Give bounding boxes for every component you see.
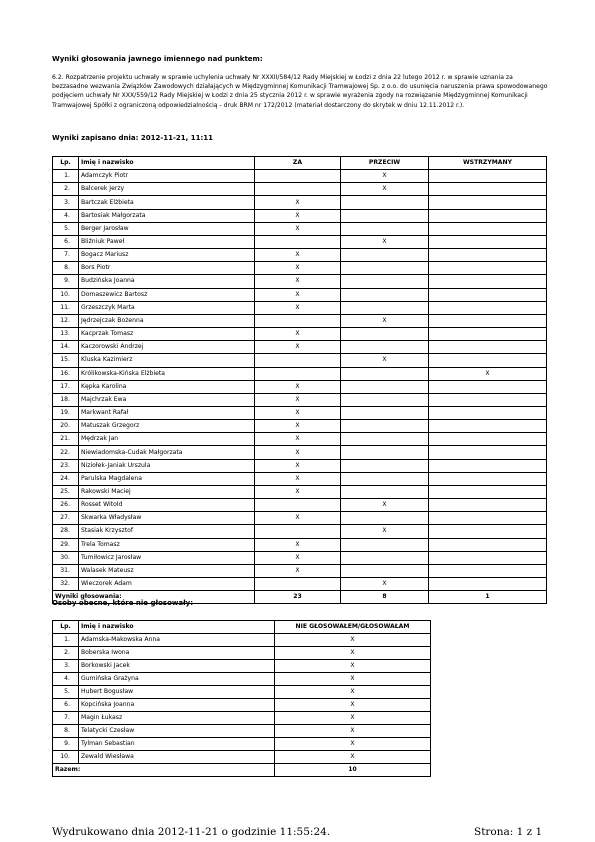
vote-wstrzymany xyxy=(429,578,547,591)
vote-wstrzymany xyxy=(429,459,547,472)
row-number: 18. xyxy=(53,393,79,406)
table-row xyxy=(53,367,547,380)
row-number: 7. xyxy=(53,249,79,262)
row-number: 29. xyxy=(53,538,79,551)
vote-wstrzymany xyxy=(429,380,547,393)
person-name: Matuszak Grzegorz xyxy=(79,420,255,433)
row-number: 12. xyxy=(53,314,79,327)
row-number: 21. xyxy=(53,433,79,446)
vote-przeciw xyxy=(341,196,429,209)
vote-za: X xyxy=(255,472,341,485)
person-name: Wieczorek Adam xyxy=(79,578,255,591)
row-number: 11. xyxy=(53,301,79,314)
person-name: Adamska-Makowska Anna xyxy=(79,634,275,647)
vote-wstrzymany xyxy=(429,433,547,446)
not-voted-mark: X xyxy=(275,738,431,751)
column-header-za: ZA xyxy=(255,157,341,170)
row-number: 25. xyxy=(53,485,79,498)
vote-za: X xyxy=(255,209,341,222)
row-number: 15. xyxy=(53,354,79,367)
row-number: 9. xyxy=(53,738,79,751)
vote-przeciw xyxy=(341,288,429,301)
vote-za: X xyxy=(255,446,341,459)
column-header-lp: Lp. xyxy=(53,157,79,170)
summary-wstrzymany: 1 xyxy=(429,591,547,604)
row-number: 17. xyxy=(53,380,79,393)
vote-przeciw xyxy=(341,209,429,222)
person-name: Bliźniuk Paweł xyxy=(79,235,255,248)
person-name: Skwarka Władysław xyxy=(79,512,255,525)
table-row xyxy=(53,472,547,485)
vote-przeciw xyxy=(341,275,429,288)
summary-label: Razem: xyxy=(53,764,275,777)
row-number: 1. xyxy=(53,634,79,647)
vote-za xyxy=(255,314,341,327)
person-name: Budzińska Joanna xyxy=(79,275,255,288)
person-name: Bogacz Mariusz xyxy=(79,249,255,262)
person-name: Kluska Kazimierz xyxy=(79,354,255,367)
vote-za xyxy=(255,525,341,538)
person-name: Walasek Mateusz xyxy=(79,564,255,577)
table-row xyxy=(53,525,547,538)
summary-za: 23 xyxy=(255,591,341,604)
row-number: 26. xyxy=(53,499,79,512)
row-number: 2. xyxy=(53,183,79,196)
vote-wstrzymany xyxy=(429,249,547,262)
person-name: Berger Jarosław xyxy=(79,222,255,235)
vote-przeciw xyxy=(341,367,429,380)
row-number: 2. xyxy=(53,647,79,660)
vote-przeciw xyxy=(341,472,429,485)
vote-przeciw: X xyxy=(341,183,429,196)
person-name: Markwant Rafał xyxy=(79,406,255,419)
row-number: 9. xyxy=(53,275,79,288)
agenda-item-description: 6.2. Rozpatrzenie projektu uchwały w sprawie uchylenia uchwały Nr XXXII/584/12 Rady Miejskiej w Łodzi z dnia 22 lutego 2012 r. w sprawie uznania za bezzasadne wezwania Związków Zawodowych działających w Międzygminnej Komunikacji Tramwajowej Sp. z o.o. do usunięcia naruszenia prawa spowodowanego podjęciem uchwały Nr XXX/559/12 Rady Miejskiej w Łodzi z dnia 25 stycznia 2012 r. w sprawie wyrażenia zgody na rozwiązanie Międzygminnej Komunikacji Tramwajowej Spółki z ograniczoną odpowiedzialnością - druk BRM nr 172/2012 (materiał dostarczony do skrytek w dniu 12.11.2012 r.). xyxy=(52,74,548,109)
vote-za: X xyxy=(255,262,341,275)
not-voted-mark: X xyxy=(275,660,431,673)
vote-za xyxy=(255,183,341,196)
row-number: 19. xyxy=(53,406,79,419)
vote-za: X xyxy=(255,564,341,577)
vote-przeciw: X xyxy=(341,235,429,248)
vote-wstrzymany xyxy=(429,209,547,222)
vote-za xyxy=(255,354,341,367)
column-header-przeciw: PRZECIW xyxy=(341,157,429,170)
table-row xyxy=(53,341,547,354)
column-header-not-voted: NIE GŁOSOWAŁEM/GŁOSOWAŁAM xyxy=(275,621,431,634)
person-name: Domaszewicz Bartosz xyxy=(79,288,255,301)
vote-przeciw xyxy=(341,328,429,341)
vote-za: X xyxy=(255,433,341,446)
table-row xyxy=(53,751,431,764)
table-row xyxy=(53,686,431,699)
row-number: 6. xyxy=(53,235,79,248)
vote-za: X xyxy=(255,328,341,341)
row-number: 14. xyxy=(53,341,79,354)
person-name: Niziołek-Janiak Urszula xyxy=(79,459,255,472)
vote-za xyxy=(255,235,341,248)
vote-przeciw xyxy=(341,262,429,275)
vote-wstrzymany xyxy=(429,551,547,564)
vote-przeciw xyxy=(341,380,429,393)
vote-wstrzymany xyxy=(429,525,547,538)
vote-przeciw xyxy=(341,301,429,314)
person-name: Zewald Wiesława xyxy=(79,751,275,764)
vote-przeciw xyxy=(341,341,429,354)
table-row xyxy=(53,564,547,577)
table-row xyxy=(53,538,547,551)
row-number: 27. xyxy=(53,512,79,525)
summary-total: 10 xyxy=(275,764,431,777)
table-row xyxy=(53,262,547,275)
vote-wstrzymany xyxy=(429,512,547,525)
table-row xyxy=(53,433,547,446)
not-voted-mark: X xyxy=(275,725,431,738)
table-row xyxy=(53,446,547,459)
vote-za xyxy=(255,499,341,512)
column-header-name: Imię i nazwisko xyxy=(79,621,275,634)
table-header-row xyxy=(53,621,431,634)
vote-przeciw: X xyxy=(341,499,429,512)
row-number: 28. xyxy=(53,525,79,538)
vote-za: X xyxy=(255,196,341,209)
vote-wstrzymany xyxy=(429,341,547,354)
vote-wstrzymany xyxy=(429,354,547,367)
row-number: 20. xyxy=(53,420,79,433)
person-name: Jędrzejczak Bożenna xyxy=(79,314,255,327)
page-number: Strona: 1 z 1 xyxy=(474,826,543,838)
vote-przeciw xyxy=(341,459,429,472)
vote-za: X xyxy=(255,249,341,262)
vote-wstrzymany xyxy=(429,564,547,577)
row-number: 23. xyxy=(53,459,79,472)
saved-timestamp: Wyniki zapisano dnia: 2012-11-21, 11:11 xyxy=(52,134,213,142)
person-name: Boberska Iwona xyxy=(79,647,275,660)
table-row xyxy=(53,301,547,314)
row-number: 4. xyxy=(53,209,79,222)
vote-wstrzymany xyxy=(429,472,547,485)
row-number: 6. xyxy=(53,699,79,712)
vote-przeciw xyxy=(341,249,429,262)
row-number: 10. xyxy=(53,751,79,764)
section-heading: Wyniki głosowania jawnego imiennego nad punktem: xyxy=(52,55,263,63)
table-row xyxy=(53,660,431,673)
person-name: Kępka Karolina xyxy=(79,380,255,393)
row-number: 7. xyxy=(53,712,79,725)
row-number: 10. xyxy=(53,288,79,301)
person-name: Rosset Witold xyxy=(79,499,255,512)
not-voted-mark: X xyxy=(275,686,431,699)
vote-przeciw: X xyxy=(341,525,429,538)
column-header-wstrzymany: WSTRZYMANY xyxy=(429,157,547,170)
person-name: Królikowska-Kińska Elżbieta xyxy=(79,367,255,380)
row-number: 22. xyxy=(53,446,79,459)
person-name: Bartosiak Małgorzata xyxy=(79,209,255,222)
table-row xyxy=(53,738,431,751)
table-row xyxy=(53,354,547,367)
person-name: Borkowski Jacek xyxy=(79,660,275,673)
person-name: Kacprzak Tomasz xyxy=(79,328,255,341)
table-row xyxy=(53,209,547,222)
vote-wstrzymany xyxy=(429,406,547,419)
person-name: Tylman Sebastian xyxy=(79,738,275,751)
present-not-voting-table xyxy=(52,620,431,777)
vote-za: X xyxy=(255,406,341,419)
row-number: 31. xyxy=(53,564,79,577)
vote-za xyxy=(255,170,341,183)
vote-wstrzymany xyxy=(429,275,547,288)
person-name: Kaczorowski Andrzej xyxy=(79,341,255,354)
vote-wstrzymany xyxy=(429,196,547,209)
vote-za: X xyxy=(255,380,341,393)
table-row xyxy=(53,170,547,183)
person-name: Rakowski Maciej xyxy=(79,485,255,498)
person-name: Grzeszczyk Marta xyxy=(79,301,255,314)
present-heading: Osoby obecne, które nie głosowały: xyxy=(52,599,194,607)
table-row xyxy=(53,634,431,647)
vote-results-table xyxy=(52,156,547,604)
vote-przeciw: X xyxy=(341,170,429,183)
vote-za: X xyxy=(255,459,341,472)
person-name: Magin Łukasz xyxy=(79,712,275,725)
table-row xyxy=(53,647,431,660)
row-number: 13. xyxy=(53,328,79,341)
person-name: Majchrzak Ewa xyxy=(79,393,255,406)
vote-za xyxy=(255,367,341,380)
vote-za: X xyxy=(255,222,341,235)
person-name: Telatycki Czesław xyxy=(79,725,275,738)
person-name: Niewiadomska-Cudak Małgorzata xyxy=(79,446,255,459)
row-number: 5. xyxy=(53,686,79,699)
printed-timestamp: Wydrukowano dnia 2012-11-21 o godzinie 11:55:24. xyxy=(52,826,331,838)
vote-wstrzymany xyxy=(429,235,547,248)
vote-za: X xyxy=(255,341,341,354)
row-number: 8. xyxy=(53,262,79,275)
person-name: Adamczyk Piotr xyxy=(79,170,255,183)
vote-wstrzymany xyxy=(429,328,547,341)
table-row xyxy=(53,420,547,433)
vote-wstrzymany xyxy=(429,301,547,314)
vote-wstrzymany xyxy=(429,183,547,196)
vote-wstrzymany xyxy=(429,538,547,551)
table-row xyxy=(53,393,547,406)
person-name: Hubert Bogusław xyxy=(79,686,275,699)
table-row xyxy=(53,499,547,512)
row-number: 3. xyxy=(53,660,79,673)
table-row xyxy=(53,328,547,341)
person-name: Tumiłowicz Jarosław xyxy=(79,551,255,564)
table-row xyxy=(53,699,431,712)
table-row xyxy=(53,249,547,262)
vote-wstrzymany xyxy=(429,262,547,275)
row-number: 30. xyxy=(53,551,79,564)
person-name: Trela Tomasz xyxy=(79,538,255,551)
table-row xyxy=(53,196,547,209)
table-row xyxy=(53,725,431,738)
not-voted-mark: X xyxy=(275,699,431,712)
vote-przeciw: X xyxy=(341,354,429,367)
row-number: 8. xyxy=(53,725,79,738)
vote-za: X xyxy=(255,275,341,288)
row-number: 32. xyxy=(53,578,79,591)
vote-wstrzymany xyxy=(429,288,547,301)
vote-za: X xyxy=(255,538,341,551)
vote-wstrzymany xyxy=(429,393,547,406)
not-voted-mark: X xyxy=(275,751,431,764)
table-row xyxy=(53,183,547,196)
table-row xyxy=(53,288,547,301)
row-number: 5. xyxy=(53,222,79,235)
vote-za: X xyxy=(255,393,341,406)
vote-wstrzymany: X xyxy=(429,367,547,380)
person-name: Gumińska Grażyna xyxy=(79,673,275,686)
not-voted-mark: X xyxy=(275,647,431,660)
vote-przeciw xyxy=(341,222,429,235)
vote-przeciw xyxy=(341,446,429,459)
table-row xyxy=(53,222,547,235)
not-voted-mark: X xyxy=(275,634,431,647)
vote-wstrzymany xyxy=(429,170,547,183)
vote-za: X xyxy=(255,551,341,564)
row-number: 3. xyxy=(53,196,79,209)
vote-wstrzymany xyxy=(429,420,547,433)
table-row xyxy=(53,712,431,725)
person-name: Bors Piotr xyxy=(79,262,255,275)
vote-za xyxy=(255,578,341,591)
table-row xyxy=(53,485,547,498)
table-row xyxy=(53,551,547,564)
summary-przeciw: 8 xyxy=(341,591,429,604)
table-row xyxy=(53,406,547,419)
vote-wstrzymany xyxy=(429,222,547,235)
column-header-lp: Lp. xyxy=(53,621,79,634)
vote-za: X xyxy=(255,288,341,301)
vote-przeciw xyxy=(341,406,429,419)
vote-przeciw xyxy=(341,564,429,577)
not-voted-mark: X xyxy=(275,673,431,686)
person-name: Stasiak Krzysztof xyxy=(79,525,255,538)
table-row xyxy=(53,275,547,288)
table-row xyxy=(53,459,547,472)
table-row xyxy=(53,578,547,591)
person-name: Kopcińska Joanna xyxy=(79,699,275,712)
summary-label: Wyniki głosowania: xyxy=(53,591,255,604)
not-voted-mark: X xyxy=(275,712,431,725)
vote-wstrzymany xyxy=(429,485,547,498)
person-name: Parulska Magdalena xyxy=(79,472,255,485)
row-number: 4. xyxy=(53,673,79,686)
table-row xyxy=(53,314,547,327)
vote-za: X xyxy=(255,512,341,525)
person-name: Mędrzak Jan xyxy=(79,433,255,446)
vote-za: X xyxy=(255,301,341,314)
vote-wstrzymany xyxy=(429,314,547,327)
person-name: Balcerek Jerzy xyxy=(79,183,255,196)
vote-wstrzymany xyxy=(429,499,547,512)
vote-przeciw: X xyxy=(341,578,429,591)
vote-za: X xyxy=(255,485,341,498)
vote-przeciw xyxy=(341,433,429,446)
vote-przeciw xyxy=(341,538,429,551)
row-number: 16. xyxy=(53,367,79,380)
vote-przeciw: X xyxy=(341,314,429,327)
vote-przeciw xyxy=(341,420,429,433)
vote-przeciw xyxy=(341,393,429,406)
row-number: 24. xyxy=(53,472,79,485)
table-row xyxy=(53,512,547,525)
vote-wstrzymany xyxy=(429,446,547,459)
present-summary-row xyxy=(53,764,431,777)
vote-przeciw xyxy=(341,512,429,525)
table-row xyxy=(53,235,547,248)
vote-przeciw xyxy=(341,551,429,564)
column-header-name: Imię i nazwisko xyxy=(79,157,255,170)
table-row xyxy=(53,673,431,686)
row-number: 1. xyxy=(53,170,79,183)
person-name: Bartczak Elżbieta xyxy=(79,196,255,209)
table-row xyxy=(53,380,547,393)
vote-przeciw xyxy=(341,485,429,498)
vote-za: X xyxy=(255,420,341,433)
table-header-row xyxy=(53,157,547,170)
